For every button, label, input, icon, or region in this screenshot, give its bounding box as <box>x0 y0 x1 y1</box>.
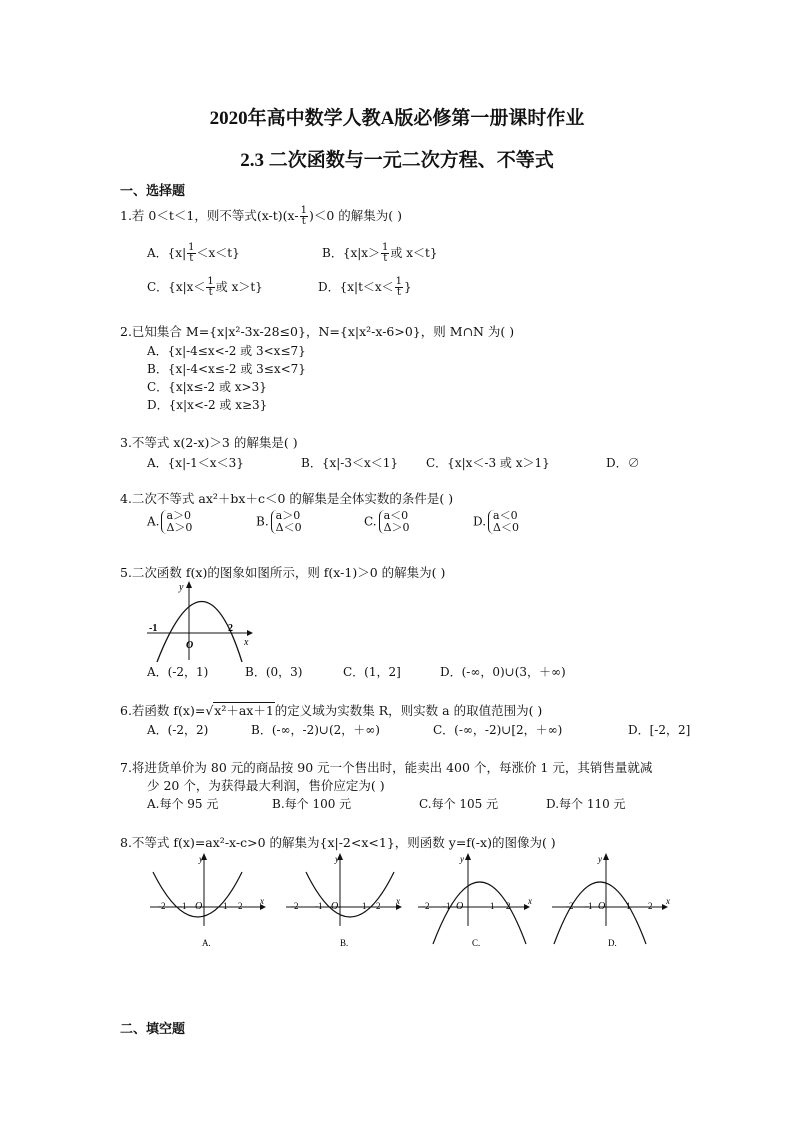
radical-expression: x²＋ax＋1 <box>214 703 274 718</box>
question-1-option-c[interactable]: C．{x|x＜ $\frac{1}{t}$ 或 x＞t} <box>147 276 263 298</box>
question-4-option-a[interactable]: A. a＞0 Δ＞0 <box>147 509 193 534</box>
tick-label: 2 <box>648 901 653 911</box>
x-axis-label: x <box>244 637 249 648</box>
question-1-option-d[interactable]: D．{x|t＜x＜ $\frac{1}{t}$ } <box>318 276 412 298</box>
question-6-stem: 6.若函数 f(x)=√x²＋ax＋1的定义域为实数集 R，则实数 a 的取值范围为( ) <box>120 703 543 718</box>
question-1-option-b[interactable]: B．{x|x＞ $\frac{1}{t}$ 或 x＜t} <box>322 242 438 264</box>
question-6-option-b[interactable]: B．(-∞，-2)∪(2，＋∞) <box>251 723 380 737</box>
x-axis-label: x <box>396 896 400 906</box>
tick-label: 2 <box>238 901 243 911</box>
origin-label: O <box>195 901 203 912</box>
tick-label: 1 <box>490 901 495 911</box>
question-8-graph-c[interactable] <box>416 852 538 952</box>
tick-label: -1 <box>315 901 323 911</box>
question-5-option-a[interactable]: A．(-2，1) <box>147 665 209 679</box>
question-6-option-c[interactable]: C．(-∞，-2)∪[2，＋∞) <box>433 723 563 737</box>
tick-label: 1 <box>362 901 367 911</box>
section-heading-choice: 一、选择题 <box>120 184 186 199</box>
y-axis-label: y <box>335 854 339 864</box>
question-1-option-a[interactable]: A．{x| $\frac{1}{t}$ ＜x＜t} <box>147 242 240 264</box>
y-axis-label: y <box>199 854 203 864</box>
question-8-graph-b[interactable] <box>284 852 406 952</box>
question-3-stem: 3.不等式 x(2-x)＞3 的解集是( ) <box>120 435 298 450</box>
tick-label: -2 <box>291 901 299 911</box>
question-2-option-a[interactable]: A．{x|-4≤x<-2 或 3<x≤7} <box>147 344 306 358</box>
question-6-option-a[interactable]: A．(-2，2) <box>147 723 209 737</box>
root-label-left: -1 <box>149 623 158 634</box>
x-axis-label: x <box>528 896 532 906</box>
y-axis-arrow <box>465 853 471 860</box>
tick-label: -1 <box>585 901 593 911</box>
question-8-stem: 8.不等式 f(x)=ax²-x-c>0 的解集为{x|-2<x<1}，则函数 y=f(-x)的图像为( ) <box>120 835 556 850</box>
tick-label: 2 <box>506 901 511 911</box>
question-4-option-d[interactable]: D. a＜0 Δ＜0 <box>473 509 519 534</box>
tick-label: -2 <box>158 901 166 911</box>
tick-label: 1 <box>223 901 228 911</box>
question-2-stem: 2.已知集合 M={x|x²-3x-28≤0}，N={x|x²-x-6>0}，则 M∩N 为( ) <box>120 324 515 339</box>
origin-label: O <box>598 901 606 912</box>
question-7-option-a[interactable]: A.每个 95 元 <box>147 797 219 811</box>
tick-label: -2 <box>566 901 574 911</box>
question-4-option-c[interactable]: C. a＜0 Δ＞0 <box>364 509 410 534</box>
tick-label: 1 <box>626 901 631 911</box>
y-axis-label: y <box>598 854 602 864</box>
y-axis-arrow <box>186 581 192 588</box>
page-subtitle: 2.3 二次函数与一元二次方程、不等式 <box>240 150 554 171</box>
tick-label: 2 <box>376 901 381 911</box>
question-6-option-d[interactable]: D．[-2，2] <box>628 723 691 737</box>
y-axis-label: y <box>179 582 184 593</box>
parabola-curve <box>433 882 526 944</box>
origin-label: O <box>186 640 194 651</box>
question-3-option-d[interactable]: D．∅ <box>606 456 640 470</box>
tick-label: -2 <box>422 901 430 911</box>
question-7-stem-line-1: 7.将进货单价为 80 元的商品按 90 元一个售出时，能卖出 400 个，每涨价 1 元，其销售量就减 <box>120 760 653 775</box>
x-axis-label: x <box>666 896 670 906</box>
question-4-stem: 4.二次不等式 ax²＋bx＋c＜0 的解集是全体实数的条件是( ) <box>120 491 454 506</box>
question-2-option-d[interactable]: D．{x|x<-2 或 x≥3} <box>147 398 268 412</box>
section-heading-fill-in: 二、填空题 <box>120 1022 186 1037</box>
x-axis-label: x <box>260 896 264 906</box>
page-title: 2020年高中数学人教A版必修第一册课时作业 <box>209 108 585 129</box>
root-label-right: 2 <box>228 623 233 634</box>
question-5-option-c[interactable]: C．(1，2] <box>343 665 401 679</box>
tick-label: -1 <box>443 901 451 911</box>
question-5-stem: 5.二次函数 f(x)的图象如图所示，则 f(x-1)＞0 的解集为( ) <box>120 565 446 580</box>
question-3-option-a[interactable]: A．{x|-1＜x＜3} <box>147 456 244 470</box>
question-3-option-b[interactable]: B．{x|-3＜x＜1} <box>301 456 398 470</box>
x-axis-arrow <box>247 630 253 636</box>
y-axis-arrow <box>603 853 609 860</box>
question-2-option-b[interactable]: B．{x|-4<x≤-2 或 3≤x<7} <box>147 362 306 376</box>
tick-label: -1 <box>179 901 187 911</box>
origin-label: O <box>331 901 339 912</box>
question-5-parabola-graph <box>143 580 253 662</box>
question-4-option-b[interactable]: B. a＞0 Δ＜0 <box>256 509 302 534</box>
question-8-graph-a[interactable] <box>148 852 270 952</box>
y-axis-label: y <box>460 854 464 864</box>
graph-option-label: A. <box>202 938 211 948</box>
question-1-stem: 1.若 0＜t＜1，则不等式(x-t)(x- $\frac{1}{t}$ )＜0 的解集为( ) <box>120 205 402 227</box>
question-7-option-c[interactable]: C.每个 105 元 <box>419 797 499 811</box>
question-5-option-b[interactable]: B．(0，3) <box>245 665 303 679</box>
question-7-stem-line-2: 少 20 个，为获得最大利润，售价应定为( ) <box>147 778 385 793</box>
question-8-graph-d[interactable] <box>550 852 674 952</box>
question-3-option-c[interactable]: C．{x|x＜-3 或 x＞1} <box>426 456 550 470</box>
graph-option-label: C. <box>472 938 481 948</box>
graph-option-label: D. <box>608 938 617 948</box>
origin-label: O <box>456 901 464 912</box>
graph-option-label: B. <box>340 938 349 948</box>
question-7-option-d[interactable]: D.每个 110 元 <box>546 797 626 811</box>
parabola-curve <box>554 882 646 944</box>
question-2-option-c[interactable]: C．{x|x≤-2 或 x>3} <box>147 380 267 394</box>
question-7-option-b[interactable]: B.每个 100 元 <box>272 797 352 811</box>
question-5-option-d[interactable]: D．(-∞，0)∪(3，＋∞) <box>440 665 566 679</box>
